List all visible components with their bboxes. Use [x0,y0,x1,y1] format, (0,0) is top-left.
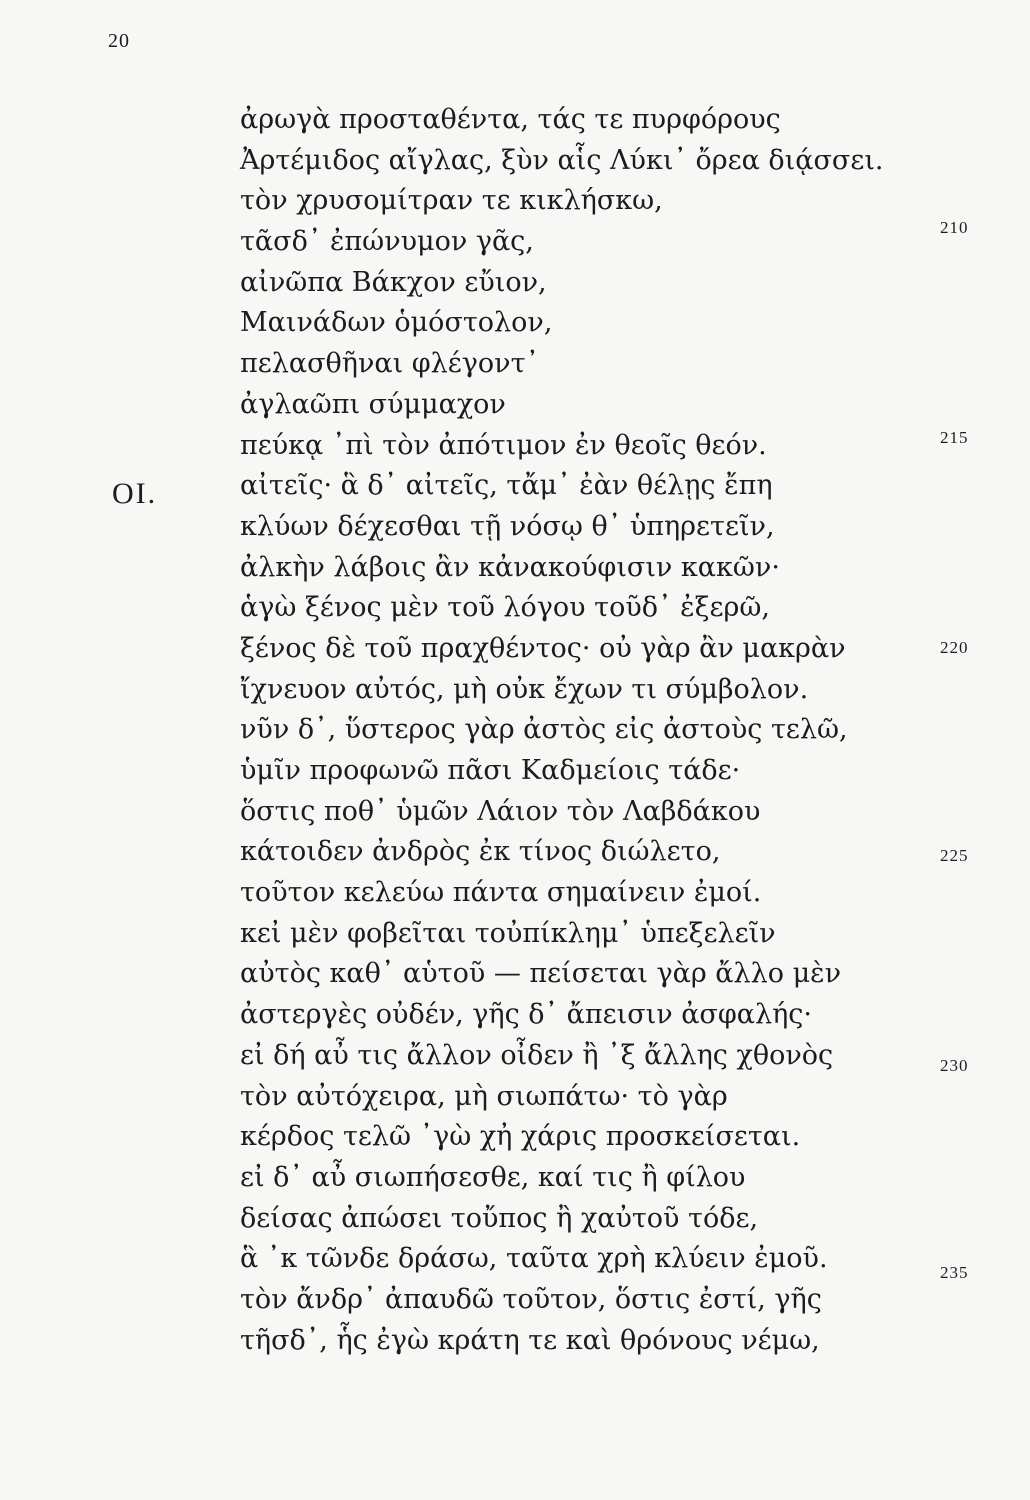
verse-line: τῆσδ᾽, ἧς ἐγὼ κράτη τε καὶ θρόνους νέμω, [240,1324,820,1356]
verse-line: ὅστις ποθ᾽ ὑμῶν Λάιον τὸν Λαβδάκου [240,795,761,827]
line-number: 210 [940,218,969,237]
verse-line: ὑμῖν προφωνῶ πᾶσι Καδμείοις τάδε· [240,755,741,786]
verse-text [240,100,884,1361]
line-number: 235 [940,1263,969,1282]
verse-line: πεύκᾳ ᾽πὶ τὸν ἀπότιμον ἐν θεοῖς θεόν. [240,429,767,461]
verse-line: αὐτὸς καθ᾽ αὑτοῦ — πείσεται γὰρ ἄλλο μὲν [240,958,842,990]
verse-line: αἰτεῖς· ἃ δ᾽ αἰτεῖς, τἄμ᾽ ἐὰν θέλῃς ἔπη [240,470,773,502]
verse-line: Ἀρτέμιδος αἴγλας, ξὺν αἷς Λύκι᾽ ὄρεα διᾴσσει. [240,144,884,176]
line-number: 220 [940,638,969,657]
line-number: 225 [940,846,969,865]
verse-line: νῦν δ᾽, ὕστερος γὰρ ἀστὸς εἰς ἀστοὺς τελῶ, [240,714,848,746]
verse-line: ἴχνευον αὐτός, μὴ οὐκ ἔχων τι σύμβολον. [240,673,809,705]
verse-line: ἀλκὴν λάβοις ἂν κἀνακούφισιν κακῶν· [240,551,780,583]
page-number: 20 [108,30,130,52]
verse-line: κέρδος τελῶ ᾽γὼ χἠ χάρις προσκείσεται. [240,1121,801,1153]
verse-line: κλύων δέχεσθαι τῇ νόσῳ θ᾽ ὑπηρετεῖν, [240,510,775,542]
speaker-label: ΟΙ. [112,477,158,510]
verse-line: ἀγλαῶπι σύμμαχον [240,388,506,420]
verse-line: τοῦτον κελεύω πάντα σημαίνειν ἐμοί. [240,877,762,909]
verse-line: ξένος δὲ τοῦ πραχθέντος· οὐ γὰρ ἂν μακρὰν [240,632,846,664]
line-number: 215 [940,428,969,447]
verse-line: τὸν ἄνδρ᾽ ἀπαυδῶ τοῦτον, ὅστις ἐστί, γῆς [240,1283,822,1315]
verse-line: τᾶσδ᾽ ἐπώνυμον γᾶς, [240,226,534,258]
verse-line: εἰ δή αὖ τις ἄλλον οἶδεν ἢ ᾽ξ ἄλλης χθονὸς [240,1039,834,1071]
verse-line: ἁγὼ ξένος μὲν τοῦ λόγου τοῦδ᾽ ἐξερῶ, [240,592,770,624]
verse-line: κάτοιδεν ἀνδρὸς ἐκ τίνος διώλετο, [240,836,721,868]
verse-line: ἀστεργὲς οὐδέν, γῆς δ᾽ ἄπεισιν ἀσφαλής· [240,999,812,1031]
verse-line: αἰνῶπα Βάκχον εὔιον, [240,266,547,298]
verse-line: δείσας ἀπώσει τοὔπος ἢ χαὐτοῦ τόδε, [240,1202,759,1234]
verse-line: τὸν αὐτόχειρα, μὴ σιωπάτω· τὸ γὰρ [240,1080,728,1112]
verse-line: ἀρωγὰ προσταθέντα, τάς τε πυρφόρους [240,104,781,135]
verse-line: εἰ δ᾽ αὖ σιωπήσεσθε, καί τις ἢ φίλου [240,1161,746,1193]
line-number: 230 [940,1056,969,1075]
verse-line: κεἰ μὲν φοβεῖται τοὐπίκλημ᾽ ὑπεξελεῖν [240,917,776,949]
verse-line: ἃ ᾽κ τῶνδε δράσω, ταῦτα χρὴ κλύειν ἐμοῦ. [240,1243,828,1275]
verse-line: τὸν χρυσομίτραν τε κικλήσκω, [240,185,663,217]
verse-line: πελασθῆναι φλέγοντ᾽ [240,348,540,380]
verse-line: Μαινάδων ὁμόστολον, [240,307,553,339]
